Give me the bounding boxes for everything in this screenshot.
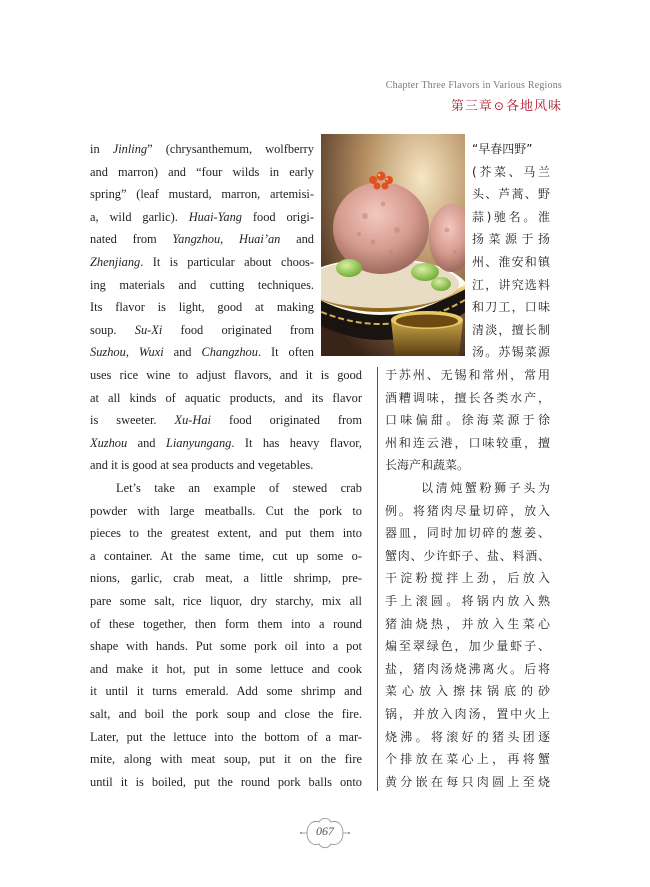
- english-text-line: Xuzhou and Lianyungang. It has heavy flavor,: [90, 435, 362, 450]
- chinese-text-line: 州、淮安和镇: [472, 255, 550, 269]
- english-text-line: pare some salt, rice liquor, dry starchy, mix all: [90, 594, 362, 608]
- english-text-line: nions, garlic, crab meat, a little shrimp, pre-: [90, 571, 362, 586]
- chinese-text-line: 蟹肉、少许虾子、盐、料酒、: [385, 548, 550, 563]
- english-text-line: until it is boiled, put the round pork balls onto: [90, 774, 362, 789]
- chinese-text-line: 锅，并放入肉汤，置中火上: [385, 707, 550, 721]
- chinese-text-line: 汤。苏锡菜源: [472, 345, 550, 360]
- page-number: 067: [299, 816, 351, 850]
- column-divider: [377, 367, 378, 791]
- english-text-line: nated from Yangzhou, Huai’an and: [90, 232, 314, 247]
- chinese-text-line: 州和连云港，口味较重，擅: [385, 435, 550, 450]
- chinese-text-line: 烧沸。将滚好的猪头团逐: [385, 729, 550, 744]
- chinese-text-line: 煸至翠绿色，加少量虾子、: [385, 639, 550, 654]
- chinese-text-line: 蒜)驰名。淮: [472, 209, 550, 224]
- chinese-text-line: 器皿，同时加切碎的葱姜、: [385, 526, 550, 541]
- chinese-text-line: 黄分嵌在每只肉圆上至烧: [385, 774, 550, 789]
- english-text-line: at all kinds of aquatic products, and its flavor: [90, 390, 362, 405]
- english-text-line: and make it hot, put in some lettuce and cook: [90, 661, 362, 676]
- chapter-title-cn: [451, 95, 562, 114]
- english-text-line: salt, and boil the pork soup and close the fire.: [90, 707, 362, 721]
- chinese-text-line: 个排放在菜心上，再将蟹: [385, 752, 550, 767]
- chinese-text-line: 干淀粉搅拌上劲，后放入: [385, 571, 550, 586]
- english-text-line: and it is good at sea products and vegetables.: [90, 458, 314, 473]
- english-text-line: uses rice wine to adjust flavors, and it is good: [90, 368, 362, 382]
- english-text-line: it until it turns emerald. Add some shrimp and: [90, 684, 362, 699]
- english-text-line: ing materials and cutting techniques.: [90, 277, 314, 292]
- chinese-text-line: 于苏州、无锡和常州，常用: [385, 368, 550, 382]
- chinese-text-line: 和刀工，口味: [472, 300, 550, 315]
- chapter-number-cn: 第三章: [450, 99, 493, 114]
- lions-head-meatball-image: [321, 134, 465, 356]
- english-text-line: a, wild garlic). Huai-Yang food origi-: [90, 209, 315, 224]
- english-text-line: Suzhou, Wuxi and Changzhou. It often: [90, 345, 314, 360]
- circle-dot-icon: ⊙: [493, 99, 505, 113]
- chinese-text-line: 口味偏甜。徐海菜源于徐: [385, 413, 550, 428]
- english-text-line: Zhenjiang. It is particular about choos-: [90, 255, 314, 269]
- english-text-line: spring” (leaf mustard, marron, artemisi-: [90, 187, 314, 202]
- chinese-text-line: 例。将猪肉尽量切碎，放入: [385, 503, 550, 518]
- english-text-line: Later, put the lettuce into the bottom of a mar-: [90, 729, 362, 744]
- english-text-line: mite, along with meat soup, put it on the fire: [90, 752, 362, 767]
- chinese-text-line: 酒糟调味，擅长各类水产，: [385, 390, 550, 405]
- chinese-text-line: 盐，猪肉汤烧沸离火。后将: [385, 661, 550, 676]
- chinese-text-line: 头、芦蒿、野: [472, 187, 550, 202]
- chinese-text-line: 猪油烧热，并放入生菜心: [385, 616, 550, 631]
- chinese-text-line: “早春四野”: [472, 142, 533, 156]
- food-photo: [321, 134, 465, 356]
- english-text-line: Its flavor is light, good at making: [90, 300, 314, 315]
- chinese-text-line: 菜心放入擦抹锅底的砂: [385, 684, 550, 699]
- chinese-text-line: 以清炖蟹粉狮子头为: [421, 481, 550, 495]
- english-text-line: shape with hands. Put some pork oil into a pot: [90, 639, 362, 654]
- english-text-line: powder with large meatballs. Cut the pork to: [90, 503, 362, 518]
- chinese-text-line: 手上滚圆。将锅内放入熟: [385, 594, 550, 608]
- english-text-line: is sweeter. Xu-Hai food originated from: [90, 413, 362, 428]
- english-text-line: Let’s take an example of stewed crab: [116, 481, 362, 495]
- english-text-line: and marron) and “four wilds in early: [90, 164, 314, 179]
- english-text-line: soup. Su-Xi food originated from: [90, 322, 315, 337]
- english-text-line: a container. At the same time, cut up some o-: [90, 548, 362, 563]
- chinese-text-line: 清淡，擅长制: [472, 322, 550, 337]
- chinese-text-line: 扬菜源于扬: [472, 232, 550, 247]
- english-text-line: in Jinling” (chrysanthemum, wolfberry: [90, 142, 314, 156]
- chapter-name-cn: 各地风味: [505, 99, 562, 114]
- chinese-text-line: 长海产和蔬菜。: [385, 458, 470, 473]
- chinese-text-line: 江，讲究选料: [472, 277, 550, 292]
- chapter-title-en: Chapter Three Flavors in Various Regions: [385, 80, 562, 91]
- english-text-line: pieces to the greatest extent, and put them into: [90, 526, 362, 541]
- english-text-line: of these together, then form them into a round: [90, 616, 362, 631]
- chinese-text-line: (芥菜、马兰: [472, 164, 550, 179]
